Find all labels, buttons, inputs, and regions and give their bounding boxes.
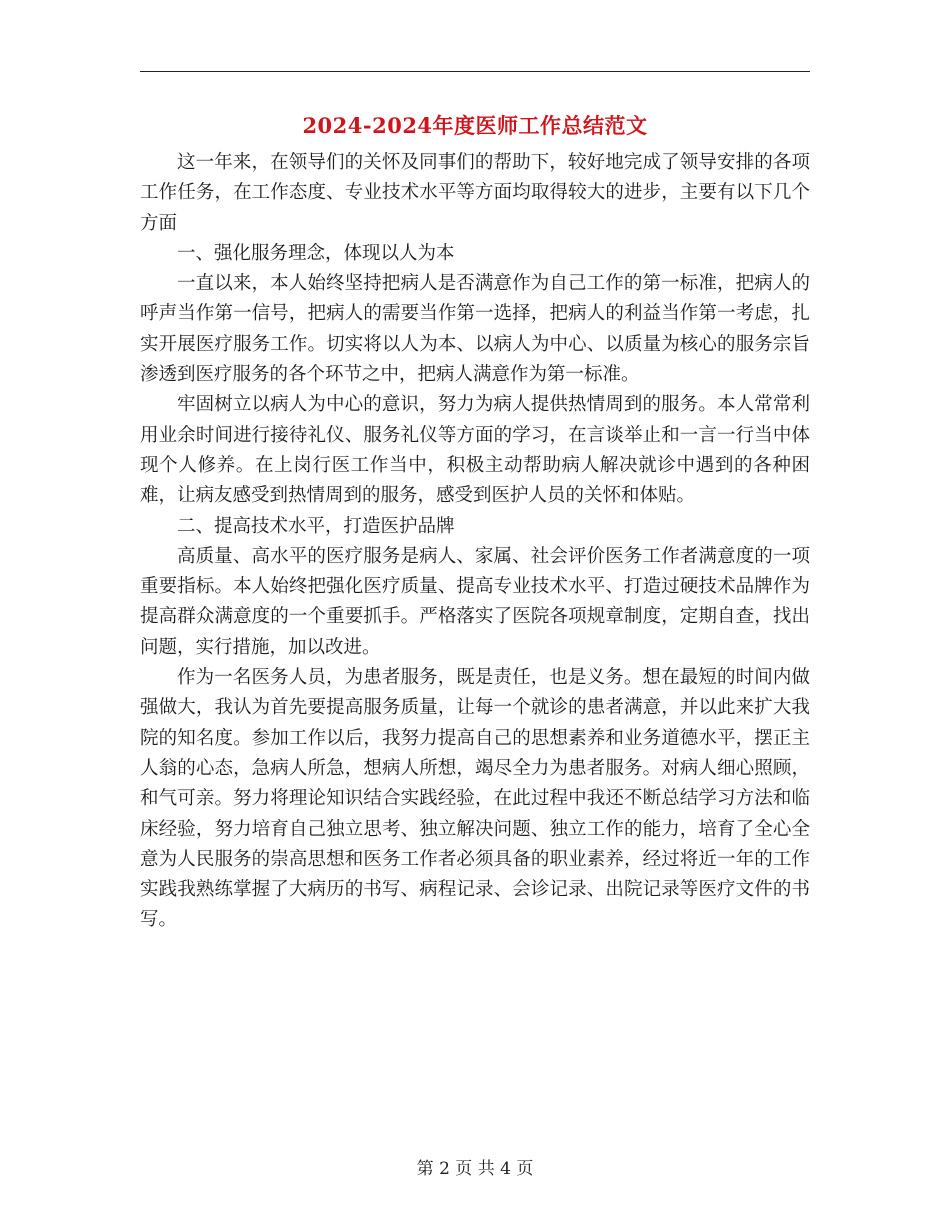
paragraph-3: 高质量、高水平的医疗服务是病人、家属、社会评价医务工作者满意度的一项重要指标。本人始终把强化医疗质量、提高专业技术水平、打造过硬技术品牌作为提高群众满意度的一个重要抓手。严格落实了医院各项规章制度，定期自查，找出问题，实行措施，加以改进。 (140, 545, 810, 658)
document-body (140, 148, 810, 936)
section-heading-2: 二、提高技术水平，打造医护品牌 (177, 515, 455, 537)
paragraph-2: 牢固树立以病人为中心的意识，努力为病人提供热情周到的服务。本人常常利用业余时间进行接待礼仪、服务礼仪等方面的学习，在言谈举止和一言一行当中体现个人修养。在上岗行医工作当中，积极主动帮助病人解决就诊中遇到的各种困难，让病友感受到热情周到的服务，感受到医护人员的关怀和体贴。 (140, 394, 810, 507)
paragraph-4: 作为一名医务人员，为患者服务，既是责任，也是义务。想在最短的时间内做强做大，我认为首先要提高服务质量，让每一个就诊的患者满意，并以此来扩大我院的知名度。参加工作以后，我努力提高自己的思想素养和业务道德水平，摆正主人翁的心态，急病人所急，想病人所想，竭尽全力为患者服务。对病人细心照顾，和气可亲。努力将理论知识结合实践经验，在此过程中我还不断总结学习方法和临床经验，努力培育自己独立思考、独立解决问题、独立工作的能力，培育了全心全意为人民服务的崇高思想和医务工作者必须具备的职业素养，经过将近一年的工作实践我熟练掌握了大病历的书写、病程记录、会诊记录、出院记录等医疗文件的书写。 (140, 667, 810, 931)
document-title: 2024-2024年度医师工作总结范文 (302, 113, 648, 138)
paragraph-intro: 这一年来，在领导们的关怀及同事们的帮助下，较好地完成了领导安排的各项工作任务，在工作态度、专业技术水平等方面均取得较大的进步，主要有以下几个方面 (140, 152, 810, 234)
header-rule (140, 71, 810, 72)
section-heading-1: 一、强化服务理念，体现以人为本 (177, 242, 455, 264)
page-number: 第 2 页 共 4 页 (416, 1159, 534, 1179)
paragraph-1: 一直以来，本人始终坚持把病人是否满意作为自己工作的第一标准，把病人的呼声当作第一信号，把病人的需要当作第一选择，把病人的利益当作第一考虑，扎实开展医疗服务工作。切实将以人为本、以病人为中心、以质量为核心的服务宗旨渗透到医疗服务的各个环节之中，把病人满意作为第一标准。 (140, 273, 810, 386)
